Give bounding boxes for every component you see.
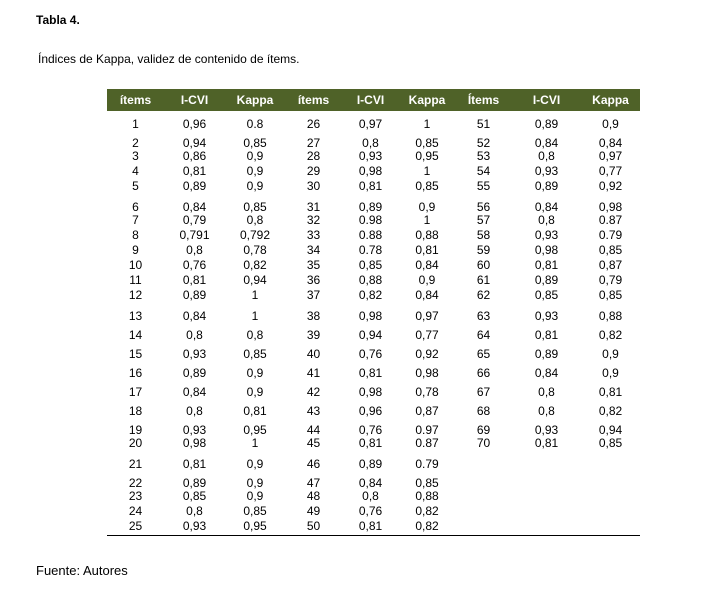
- table-cell: 0,85: [598, 436, 623, 450]
- table-row: [107, 418, 640, 437]
- table-cell: 31: [306, 200, 321, 214]
- table-cell: 0.8: [246, 117, 264, 131]
- table-cell: 0.79: [598, 228, 623, 242]
- table-cell: 53: [476, 149, 491, 163]
- table-cell: 42: [306, 385, 321, 399]
- table-cell: 0,76: [358, 504, 383, 518]
- table-cell: 0,88: [598, 309, 623, 323]
- table-row: [107, 289, 640, 304]
- table-cell: 1: [251, 288, 259, 302]
- column-header: ítems: [285, 89, 342, 111]
- table-cell: 56: [476, 200, 491, 214]
- table-row: [107, 111, 640, 131]
- table-cell: 0,88: [415, 228, 439, 242]
- table-cell: 0,78: [415, 385, 439, 399]
- table-cell: 0,9: [246, 385, 264, 399]
- table-cell: 29: [306, 164, 321, 178]
- column-header: Kappa: [581, 89, 640, 111]
- table-row: [107, 304, 640, 323]
- table-cell: 45: [306, 436, 321, 450]
- table-cell: 0,96: [182, 117, 207, 131]
- table-cell: 0,89: [358, 200, 383, 214]
- table-row: [107, 342, 640, 361]
- table-cell: [455, 452, 512, 471]
- table-cell: 0,85: [415, 179, 439, 193]
- table-cell: 0,88: [415, 489, 439, 503]
- table-cell: 0,81: [243, 404, 267, 418]
- table-row: [107, 244, 640, 259]
- table-cell: 32: [306, 213, 321, 227]
- table-cell: 18: [128, 404, 143, 418]
- table-cell: 69: [476, 423, 491, 437]
- table-cell: 0,8: [538, 404, 555, 418]
- table-cell: 1: [251, 309, 259, 323]
- table-cell: 14: [128, 328, 143, 342]
- table-cell: 0,93: [358, 149, 383, 163]
- table-cell: 0,92: [598, 179, 623, 193]
- table-cell: 52: [476, 136, 491, 150]
- table-cell: 0.79: [415, 457, 439, 471]
- table-cell: 62: [476, 288, 491, 302]
- table-cell: 0,85: [243, 200, 267, 214]
- table-cell: 0,85: [415, 136, 439, 150]
- table-cell: 0,89: [358, 457, 383, 471]
- table-cell: 26: [306, 117, 321, 131]
- table-cell: 0,81: [358, 436, 383, 450]
- table-cell: 0,9: [246, 179, 264, 193]
- column-header: I-CVI: [512, 89, 581, 111]
- table-cell: 0,9: [418, 200, 436, 214]
- table-cell: 55: [476, 179, 491, 193]
- table-cell: 0.97: [415, 423, 439, 437]
- table-cell: 5: [132, 179, 139, 193]
- table-cell: 0,84: [182, 309, 207, 323]
- table-cell: 0,82: [598, 328, 623, 342]
- table-cell: 0,94: [358, 328, 383, 342]
- table-cell: 0,86: [182, 149, 207, 163]
- table-cell: 36: [306, 273, 321, 287]
- table-cell: [455, 490, 512, 505]
- table-cell: 0,82: [598, 404, 623, 418]
- table-cell: 0,93: [534, 423, 559, 437]
- table-cell: 11: [129, 273, 142, 287]
- table-cell: 0,95: [243, 423, 267, 437]
- table-cell: [581, 490, 640, 505]
- table-cell: 68: [476, 404, 491, 418]
- table-cell: 0,93: [182, 347, 207, 361]
- table-cell: 0,76: [358, 347, 383, 361]
- table-cell: 0.87: [415, 436, 439, 450]
- table-cell: 0,92: [415, 347, 439, 361]
- table-cell: 0,85: [598, 243, 623, 257]
- table-cell: 16: [128, 366, 143, 380]
- table-cell: 0,97: [415, 309, 439, 323]
- table-cell: 0,82: [399, 520, 455, 535]
- table-row: [107, 131, 640, 150]
- table-cell: 0,81: [598, 385, 623, 399]
- table-cell: 0,8: [538, 149, 555, 163]
- table-row: [107, 380, 640, 399]
- table-row: [107, 214, 640, 229]
- table-cell: 0,94: [598, 423, 623, 437]
- table-cell: 41: [306, 366, 321, 380]
- table-cell: 1: [423, 164, 431, 178]
- table-cell: 70: [476, 436, 491, 450]
- table-cell: 63: [476, 309, 491, 323]
- table-cell: 0,9: [602, 347, 619, 361]
- table-cell: 0,85: [243, 504, 267, 518]
- table-cell: 0,98: [358, 309, 383, 323]
- table-cell: 33: [306, 228, 321, 242]
- table-cell: 30: [306, 179, 321, 193]
- table-title: Tabla 4.: [36, 13, 80, 27]
- table-cell: 0,93: [182, 423, 207, 437]
- table-cell: 17: [128, 385, 143, 399]
- table-cell: 50: [285, 520, 342, 535]
- table-cell: 0,85: [534, 288, 559, 302]
- table-row: [107, 165, 640, 180]
- table-cell: 0,89: [182, 476, 207, 490]
- table-cell: 0,8: [246, 328, 264, 342]
- table-cell: 0,8: [362, 489, 379, 503]
- table-cell: 0,95: [415, 149, 439, 163]
- table-cell: 37: [306, 288, 321, 302]
- table-row: [107, 471, 640, 490]
- table-row: [107, 490, 640, 505]
- table-cell: 0,81: [342, 520, 399, 535]
- table-cell: 0,81: [534, 258, 559, 272]
- table-cell: 19: [128, 423, 143, 437]
- column-header: Kappa: [225, 89, 285, 111]
- table-cell: 13: [128, 309, 143, 323]
- table-cell: [512, 452, 581, 471]
- table-cell: 0,89: [534, 347, 559, 361]
- table-cell: 0,8: [538, 385, 555, 399]
- column-header: I-CVI: [164, 89, 225, 111]
- table-cell: 0,89: [182, 288, 207, 302]
- table-cell: 21: [128, 457, 143, 471]
- table-cell: 0,81: [534, 436, 559, 450]
- table-cell: 38: [306, 309, 321, 323]
- table-cell: 0,82: [415, 504, 439, 518]
- table-cell: 59: [476, 243, 491, 257]
- table-cell: 22: [128, 476, 143, 490]
- table-cell: [581, 471, 640, 490]
- table-row: [107, 505, 640, 520]
- table-cell: [512, 490, 581, 505]
- table-cell: 0,76: [358, 423, 383, 437]
- table-cell: 40: [306, 347, 321, 361]
- table-cell: 39: [306, 328, 321, 342]
- column-header: ítems: [107, 89, 164, 111]
- table-body: [107, 111, 640, 535]
- table-cell: 10: [128, 258, 143, 272]
- column-header: Kappa: [399, 89, 455, 111]
- table-cell: 27: [306, 136, 321, 150]
- table-cell: 67: [476, 385, 491, 399]
- table-cell: 0,8: [186, 243, 203, 257]
- table-cell: 0,96: [358, 404, 383, 418]
- table-row: [107, 399, 640, 418]
- column-header: I-CVI: [342, 89, 399, 111]
- table-cell: 0,85: [243, 347, 267, 361]
- source-note: Fuente: Autores: [36, 563, 128, 578]
- table-row: [107, 520, 640, 535]
- table-cell: 34: [306, 243, 321, 257]
- table-cell: 0,791: [179, 228, 210, 242]
- table-cell: 20: [128, 436, 143, 450]
- table-cell: 0,98: [358, 164, 383, 178]
- table-cell: 0,88: [358, 273, 383, 287]
- table-cell: 0,89: [534, 117, 559, 131]
- table-cell: 0,9: [602, 366, 619, 380]
- table-cell: 0.87: [598, 213, 623, 227]
- table-cell: 0,94: [243, 273, 267, 287]
- table-cell: [455, 471, 512, 490]
- table-cell: 0,98: [534, 243, 559, 257]
- table-cell: 58: [476, 228, 491, 242]
- table-cell: 0,9: [246, 489, 264, 503]
- table-cell: 0,792: [239, 228, 271, 242]
- table-cell: 0,89: [182, 179, 207, 193]
- table-cell: 23: [128, 489, 143, 503]
- table-cell: 65: [476, 347, 491, 361]
- table-cell: 0,9: [246, 149, 264, 163]
- table-header: [107, 89, 640, 111]
- table-cell: 0,81: [182, 164, 207, 178]
- table-cell: 0,79: [182, 213, 207, 227]
- table-cell: 0,84: [534, 200, 559, 214]
- table-cell: 0.88: [358, 228, 383, 242]
- kappa-table: [107, 89, 640, 536]
- table-cell: 0,9: [418, 273, 436, 287]
- table-cell: 0,79: [598, 273, 623, 287]
- table-caption: Índices de Kappa, validez de contenido de ítems.: [38, 52, 300, 66]
- table-cell: 0,84: [598, 136, 623, 150]
- table-cell: 0,9: [246, 476, 264, 490]
- table-cell: 0,84: [534, 136, 559, 150]
- table-cell: 0,87: [598, 258, 623, 272]
- table-cell: 1: [132, 117, 139, 131]
- table-cell: 0,81: [534, 328, 559, 342]
- table-cell: 0,9: [246, 164, 264, 178]
- table-cell: 47: [306, 476, 321, 490]
- table-cell: 66: [476, 366, 491, 380]
- table-cell: 24: [128, 504, 143, 518]
- table-cell: [455, 505, 512, 520]
- column-header: Ítems: [455, 89, 512, 111]
- table-cell: 0,93: [534, 309, 559, 323]
- table-cell: 0,93: [164, 520, 225, 535]
- table-cell: 0,97: [598, 149, 623, 163]
- table-row: [107, 150, 640, 165]
- table-cell: 48: [306, 489, 321, 503]
- table-cell: 0,81: [415, 243, 439, 257]
- table-cell: [512, 471, 581, 490]
- table-cell: 4: [132, 164, 139, 178]
- table-cell: 0,8: [362, 136, 379, 150]
- table-cell: 0,8: [538, 213, 555, 227]
- table-cell: 1: [423, 213, 431, 227]
- table-cell: 15: [128, 347, 143, 361]
- table-cell: 0,84: [358, 476, 383, 490]
- table-cell: 0,78: [243, 243, 267, 257]
- table-cell: 49: [306, 504, 321, 518]
- table-cell: 0,81: [182, 273, 207, 287]
- table-cell: [581, 520, 640, 535]
- table-cell: 0,9: [602, 117, 619, 131]
- table-cell: 0,98: [415, 366, 439, 380]
- table-cell: 0,9: [246, 366, 264, 380]
- table-row: [107, 180, 640, 195]
- table-cell: 1: [251, 436, 259, 450]
- table-cell: [581, 505, 640, 520]
- table-cell: 0.98: [358, 213, 383, 227]
- table-cell: [512, 505, 581, 520]
- table-cell: 6: [132, 200, 139, 214]
- table-row: [107, 452, 640, 471]
- table-cell: 0,98: [598, 200, 623, 214]
- table-cell: 51: [476, 117, 491, 131]
- table-cell: 0,84: [182, 200, 207, 214]
- table-cell: 0,9: [246, 457, 264, 471]
- table-cell: 0,84: [182, 385, 207, 399]
- table-cell: 60: [476, 258, 491, 272]
- table-cell: 0,95: [225, 520, 285, 535]
- table-cell: 0,93: [534, 164, 559, 178]
- table-cell: 0,84: [415, 288, 439, 302]
- table-cell: 64: [476, 328, 491, 342]
- table-cell: [455, 520, 512, 535]
- table-row: [107, 361, 640, 380]
- table-cell: 0,97: [358, 117, 383, 131]
- table-cell: 2: [132, 136, 139, 150]
- table-cell: 12: [128, 288, 143, 302]
- table-row: [107, 259, 640, 274]
- table-cell: 0,82: [358, 288, 383, 302]
- table-cell: 0,94: [182, 136, 207, 150]
- table-cell: 0,84: [415, 258, 439, 272]
- table-cell: 54: [476, 164, 491, 178]
- table-cell: 0,98: [358, 385, 383, 399]
- table-cell: 0,85: [182, 489, 207, 503]
- table-cell: 0,77: [598, 164, 623, 178]
- table-cell: 0,87: [415, 404, 439, 418]
- table-cell: 0,85: [598, 288, 623, 302]
- table-cell: 0,81: [182, 457, 207, 471]
- table-row: [107, 195, 640, 214]
- table-cell: 0,8: [186, 404, 203, 418]
- table-cell: 28: [306, 149, 321, 163]
- table-cell: 0,93: [534, 228, 559, 242]
- table-cell: 57: [476, 213, 491, 227]
- table-cell: 46: [306, 457, 321, 471]
- table-cell: 0.78: [358, 243, 383, 257]
- table-cell: 1: [423, 117, 431, 131]
- table-row: [107, 229, 640, 244]
- table-row: [107, 437, 640, 452]
- table-cell: 0,77: [415, 328, 439, 342]
- table-cell: 0,89: [534, 179, 559, 193]
- table-cell: [512, 520, 581, 535]
- table-cell: 43: [306, 404, 321, 418]
- table-cell: 8: [132, 228, 139, 242]
- table-cell: 0,81: [358, 179, 383, 193]
- table-cell: 0,81: [358, 366, 383, 380]
- table-cell: 0,8: [246, 213, 264, 227]
- table-cell: 0,85: [415, 476, 439, 490]
- table-cell: 0,98: [182, 436, 207, 450]
- table-cell: 7: [132, 213, 139, 227]
- table-cell: 0,89: [182, 366, 207, 380]
- table-cell: 25: [107, 520, 164, 535]
- table-cell: 44: [306, 423, 321, 437]
- table-cell: 0,84: [534, 366, 559, 380]
- table-cell: 3: [132, 149, 139, 163]
- table-cell: 0,8: [186, 328, 203, 342]
- table-row: [107, 323, 640, 342]
- table-cell: 9: [132, 243, 139, 257]
- table-cell: 0,8: [186, 504, 203, 518]
- table-cell: 0,85: [358, 258, 383, 272]
- table-cell: 0,76: [182, 258, 207, 272]
- table-cell: 0,82: [243, 258, 267, 272]
- table-cell: 61: [476, 273, 491, 287]
- table-cell: 0,89: [534, 273, 559, 287]
- table-cell: 0,85: [243, 136, 267, 150]
- table-cell: 35: [306, 258, 321, 272]
- table-cell: [581, 452, 640, 471]
- table-row: [107, 274, 640, 289]
